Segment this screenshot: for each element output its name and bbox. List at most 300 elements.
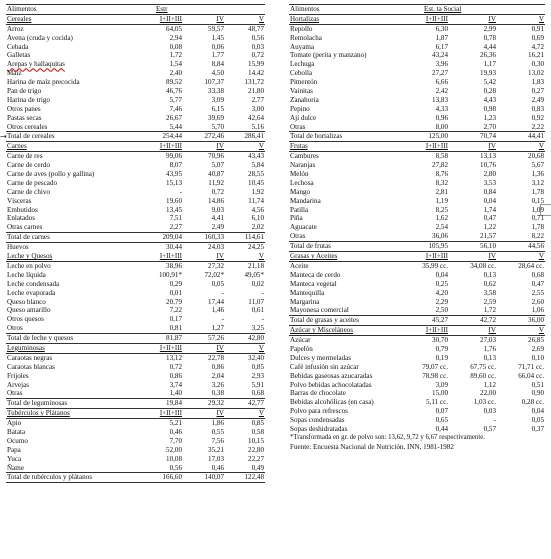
cell-value: 0,13 [483,270,496,279]
cell-value: I+II+III [425,252,448,261]
cell-value: 21,80 [248,87,264,96]
row-label: Auyama [290,42,315,51]
cell-value: 42,77 [248,399,264,408]
table-row [289,223,545,232]
cell-value: 1,78 [531,187,544,196]
row-label: Maíz [7,69,22,78]
row-label: Carne de aves (pollo y gallina) [7,170,95,179]
table-row [289,389,545,398]
row-label: Papa [7,445,21,454]
row-label: Leguminosas [7,343,45,352]
table-row [289,363,545,372]
row-label: Mandarina [290,196,321,205]
cell-value: 21,57 [480,232,496,241]
row-label: Otras [290,122,306,131]
cell-value: 43,43 [248,152,264,161]
row-label: Carne de res [7,152,43,161]
cell-value: 30,70 [432,336,448,345]
table-row [6,372,265,381]
row-label: Hortalizas [290,14,320,23]
table-row [289,114,545,123]
cell-value: 0,98 [483,104,496,113]
cell-value: 39,69 [208,113,224,122]
cell-value: 1,83 [531,78,544,87]
cell-value: 0,49 [251,463,264,472]
cell-value: 20,68 [528,152,544,161]
cell-value: 8,76 [435,170,448,179]
cell-value: 5,84 [251,161,264,170]
cell-value: 19,60 [166,196,182,205]
cell-value: 0,19 [435,353,448,362]
cell-value: 56,10 [480,242,496,251]
cell-value: 30,44 [166,243,182,252]
cell-value: 8,32 [435,178,448,187]
cell-value: 1,86 [211,419,224,428]
cell-value: 4,72 [531,42,544,51]
row-label: Total de tubérculos y plátanos [7,473,92,482]
cell-value: 7,46 [169,104,182,113]
cell-value: 3,00 [251,104,264,113]
cell-value: 1,74 [483,205,496,214]
cell-value: I+II+III [425,14,448,23]
cell-value: 0,05 [211,279,224,288]
cell-value: 131,72 [244,78,264,87]
row-label: Total de carnes [7,233,50,242]
cell-value: 4,50 [211,69,224,78]
table-row [6,96,265,105]
cell-value: 0,38 [211,389,224,398]
cell-value: 5,16 [251,122,264,131]
row-label: Galletas [7,51,31,60]
cell-value: 14,86 [208,196,224,205]
cell-value: 0,72 [211,187,224,196]
cell-value: 0,72 [169,362,182,371]
cell-value: 35,21 [208,445,224,454]
table-row [6,197,265,206]
cell-value: 6,17 [435,42,448,51]
cell-value: 20,79 [166,297,182,306]
total-row [6,333,265,344]
cell-value: 1,23 [483,113,496,122]
cell-value: 0,83 [531,104,544,113]
right-table [289,4,545,452]
table-row [289,425,545,434]
cell-value: 14,42 [248,69,264,78]
cell-value: 70,74 [480,132,496,141]
cell-value: 0,68 [531,270,544,279]
table-row [6,280,265,289]
cell-value: 4,44 [483,42,496,51]
cell-value: 209,04 [162,233,182,242]
cell-value: 8,84 [211,60,224,69]
cell-value: 8,22 [531,232,544,241]
cell-value: IV [216,409,224,418]
cell-value: IV [216,252,224,261]
cell-value: 166,60 [162,473,182,482]
cell-value: 67,75 cc. [470,362,496,371]
row-label: Batata [7,427,26,436]
table-row [6,324,265,333]
cell-value: 2,22 [531,122,544,131]
row-label: Avena (cruda y cocida) [7,33,73,42]
table-row [289,345,545,354]
cell-value: 0,01 [169,288,182,297]
table-row [6,78,265,87]
cell-value: 4,56 [251,205,264,214]
cell-value: V [258,14,264,23]
footnote [289,434,545,443]
cell-value: 44,41 [528,132,544,141]
cell-value: 0,85 [251,362,264,371]
cell-value: 0,91 [531,24,544,33]
cell-value: 0,51 [531,380,544,389]
cell-value: 40,87 [208,170,224,179]
cell-value: V [258,409,264,418]
cell-value: 7,22 [169,306,182,315]
cell-value: 10,45 [248,178,264,187]
total-row [6,131,265,142]
section-header [289,252,545,262]
cell-value: 0,61 [251,306,264,315]
table-row [6,315,265,324]
table-row [6,34,265,43]
cell-value: 8,07 [169,161,182,170]
table-row [289,161,545,170]
cell-value: I+II+III [159,343,182,352]
cell-value: 34,08 cc. [470,261,496,270]
table-row [6,428,265,437]
row-label: Margarina [290,297,320,306]
cell-value: 2,04 [211,371,224,380]
cell-value: 6,10 [251,214,264,223]
table-row [289,170,545,179]
cell-value: 1,72 [483,306,496,315]
cell-value: 45,27 [432,316,448,325]
cell-value: 99,06 [166,152,182,161]
table-row [289,96,545,105]
row-label: Carnes [7,142,27,151]
row-label: Embutidos [7,205,38,214]
cell-value: 79,07 cc. [422,362,448,371]
cell-value: 0,46 [211,463,224,472]
cell-value: 22,78 [208,353,224,362]
cell-value: 272,46 [204,132,224,141]
table-row [6,419,265,428]
header-alimentos: Alimentos [290,5,320,13]
cell-value: 42,64 [248,113,264,122]
cell-value: 6,66 [435,78,448,87]
cell-value: 42,72 [480,316,496,325]
table-row [6,87,265,96]
cell-value: 5,91 [251,380,264,389]
cell-value: 70,96 [208,152,224,161]
table-row [6,437,265,446]
cell-value: 0,44 [435,424,448,433]
cell-value: 35,99 cc. [422,261,448,270]
cell-value: 0,03 [483,407,496,416]
table-row [6,298,265,307]
cell-value: V [258,142,264,151]
cell-value: I+II+III [159,142,182,151]
cell-value: 5,11 cc. [426,398,448,407]
cell-value: I+II+III [159,14,182,23]
cell-value: 22,80 [248,445,264,454]
cursor-arrow-icon: ⇥ [0,132,7,141]
cell-value: - [493,416,496,425]
cell-value: 2,93 [251,371,264,380]
cell-value: 3,74 [169,380,182,389]
cell-value: 10,15 [248,436,264,445]
row-label: Cereales [7,14,32,23]
cell-value: 10,76 [480,161,496,170]
row-label: Huevos [7,243,29,252]
row-label: Melón [290,170,309,179]
row-label: Total de leche y quesos [7,334,74,343]
cell-value: 8,58 [435,152,448,161]
table-row [6,271,265,280]
table-row [289,289,545,298]
cell-value: 0,27 [531,87,544,96]
row-label: Grasas y Aceites [290,252,338,261]
table-row [6,152,265,161]
cell-value: 0,04 [483,196,496,205]
source-text: Fuente: Encuesta Nacional de Nutrición, INN, 1981-1982 [290,442,454,451]
cell-value: 66,04 cc. [518,371,544,380]
cell-value: 0,58 [251,427,264,436]
row-label: Lechosa [290,178,314,187]
cell-value: 0,28 cc. [521,398,544,407]
cell-value: 2,55 [531,288,544,297]
row-label: Total de hortalizas [290,132,343,141]
cell-value: 1,09 [531,205,544,214]
table-row [289,232,545,241]
cell-value: 2,40 [169,69,182,78]
cell-value: 2,99 [483,24,496,33]
cell-value: 4,43 [483,95,496,104]
cell-value: 1,12 [483,380,496,389]
table-row [289,372,545,381]
row-label: Total de grasas y aceites [290,316,359,325]
table-row [289,188,545,197]
cell-value: 1,72 [169,51,182,60]
row-label: Leche condensada [7,279,60,288]
table-row [289,262,545,271]
cell-value: 2,77 [251,95,264,104]
right-rows [289,15,545,434]
cell-value: IV [488,142,496,151]
cell-value: 140,07 [204,473,224,482]
cell-value: 0,47 [483,214,496,223]
cell-value: 0,69 [531,33,544,42]
table-row [6,262,265,271]
table-row [289,123,545,132]
cell-value: 4,33 [435,104,448,113]
table-row [6,214,265,223]
cell-value: IV [488,14,496,23]
section-header [6,409,265,419]
cell-value: 22,27 [248,454,264,463]
row-label: Mayonesa comercial [290,306,349,315]
cell-value: 32,40 [248,353,264,362]
cell-value: 1,54 [169,60,182,69]
cell-value: 5,67 [531,161,544,170]
row-label: Total de frutas [290,242,331,251]
right-table-header [289,4,545,15]
cell-value: 43,24 [432,51,448,60]
table-row [289,87,545,96]
cell-value: 1,62 [435,214,448,223]
cell-value: 89,60 cc. [470,371,496,380]
total-row [6,398,265,409]
cell-value: - [261,315,264,324]
row-label: Remolacha [290,33,322,42]
row-label: Manteca vegetal [290,279,337,288]
cell-value: 0,04 [531,407,544,416]
cell-value: 0,05 [531,416,544,425]
cell-value: IV [488,252,496,261]
row-label: Pepino [290,104,310,113]
table-row [6,455,265,464]
total-row [289,241,545,252]
table-row [6,43,265,52]
cell-value: 64,05 [166,24,182,33]
cell-value: 5,07 [211,161,224,170]
row-label: Queso blanco [7,297,46,306]
cell-value: 0,65 [435,416,448,425]
cell-value: 19,84 [166,399,182,408]
cell-value: 52,00 [166,445,182,454]
row-label: Mango [290,187,311,196]
row-label: Sopas deshidratadas [290,424,348,433]
cell-value: 5,42 [483,78,496,87]
cell-value: 0,56 [169,463,182,472]
cell-value: 24,25 [248,243,264,252]
row-label: Papelón [290,344,313,353]
table-row [289,280,545,289]
table-row [6,105,265,114]
table-row [289,398,545,407]
table-row [6,114,265,123]
row-label: Arroz [7,24,24,33]
cell-value: 0,92 [531,113,544,122]
cell-value: 57,26 [208,334,224,343]
cell-value: 0,25 [435,279,448,288]
cell-value: 0,71 [531,214,544,223]
footnote-text: *Transformada en gr. de polvo son: 13,62, 9,72 y 6,67 respectivamente. [290,433,485,441]
row-label: Harina de trigo [7,95,50,104]
cell-value: 5,70 [211,122,224,131]
cell-value: IV [216,142,224,151]
cell-value: - [179,187,182,196]
cell-value: 21,18 [248,261,264,270]
row-label: Sopas condensadas [290,416,345,425]
total-row [289,315,545,326]
cell-value: 13,02 [528,69,544,78]
row-label: Zanahoria [290,95,319,104]
cell-value: 26,67 [166,113,182,122]
cell-value: 1,77 [211,51,224,60]
row-label: Tomate (perita y manzano) [290,51,367,60]
table-row [289,336,545,345]
cell-value: 2,80 [483,170,496,179]
table-row [289,306,545,315]
cell-value: 0,07 [435,407,448,416]
left-table [6,4,265,483]
cell-value: 6,15 [211,104,224,113]
cell-value: 0,02 [251,279,264,288]
cell-value: 1,78 [531,223,544,232]
table-row [289,407,545,416]
row-label: Otros quesos [7,315,44,324]
header-estrato: Est. ta Social [424,5,462,13]
cell-value: 1,27 [211,324,224,333]
row-label: Ocumo [7,436,28,445]
row-label: Arvejas [7,380,30,389]
row-label: Leche y Quesos [7,252,53,261]
cell-value: 0,85 [251,419,264,428]
cell-value: 4,20 [435,288,448,297]
table-row [289,214,545,223]
cell-value: 42,80 [248,334,264,343]
row-label: Leche líquida [7,270,46,279]
cell-value: IV [216,14,224,23]
row-label: Caraotas blancas [7,362,55,371]
cell-value: 2,60 [531,297,544,306]
cell-value: 3,53 [483,178,496,187]
cell-value: 5,44 [169,122,182,131]
cell-value: 1,03 cc. [473,398,496,407]
cell-value: 0,15 [531,196,544,205]
row-label: Vísceras [7,196,32,205]
row-label: Carne de pescado [7,178,58,187]
cell-value: 2,42 [435,87,448,96]
cell-value: 114,61 [244,233,264,242]
row-label: Carne de cerdo [7,161,50,170]
table-row [6,381,265,390]
row-label: Otros cereales [7,122,48,131]
section-header [6,252,265,262]
cell-value: 10,08 [166,454,182,463]
row-label: Bebidas alcohólicas (en casa) [290,398,374,407]
cell-value: 0,28 [483,87,496,96]
row-label: Lechuga [290,60,315,69]
row-label: Polvo para refrescos [290,407,348,416]
table-row [6,170,265,179]
cell-value: 0,55 [211,427,224,436]
row-label: Otras carnes [7,223,43,232]
cell-value: IV [488,326,496,335]
left-table-header [6,4,265,15]
table-row [289,69,545,78]
cell-value: 11,07 [248,297,264,306]
cell-value: 36,06 [432,232,448,241]
cell-value: 0,78 [483,33,496,42]
cell-value: 5,77 [169,95,182,104]
cell-value: 0,86 [169,371,182,380]
table-row [289,60,545,69]
cell-value: 29,32 [208,399,224,408]
cell-value: 27,82 [432,161,448,170]
cell-value: - [221,288,224,297]
cell-value: 1,45 [211,33,224,42]
section-header [289,326,545,336]
cell-value: 0,79 [435,344,448,353]
cell-value: 0,86 [211,362,224,371]
cell-value: 48,77 [248,24,264,33]
cell-value: 1,22 [483,223,496,232]
table-row [289,298,545,307]
cell-value: I+II+III [425,142,448,151]
